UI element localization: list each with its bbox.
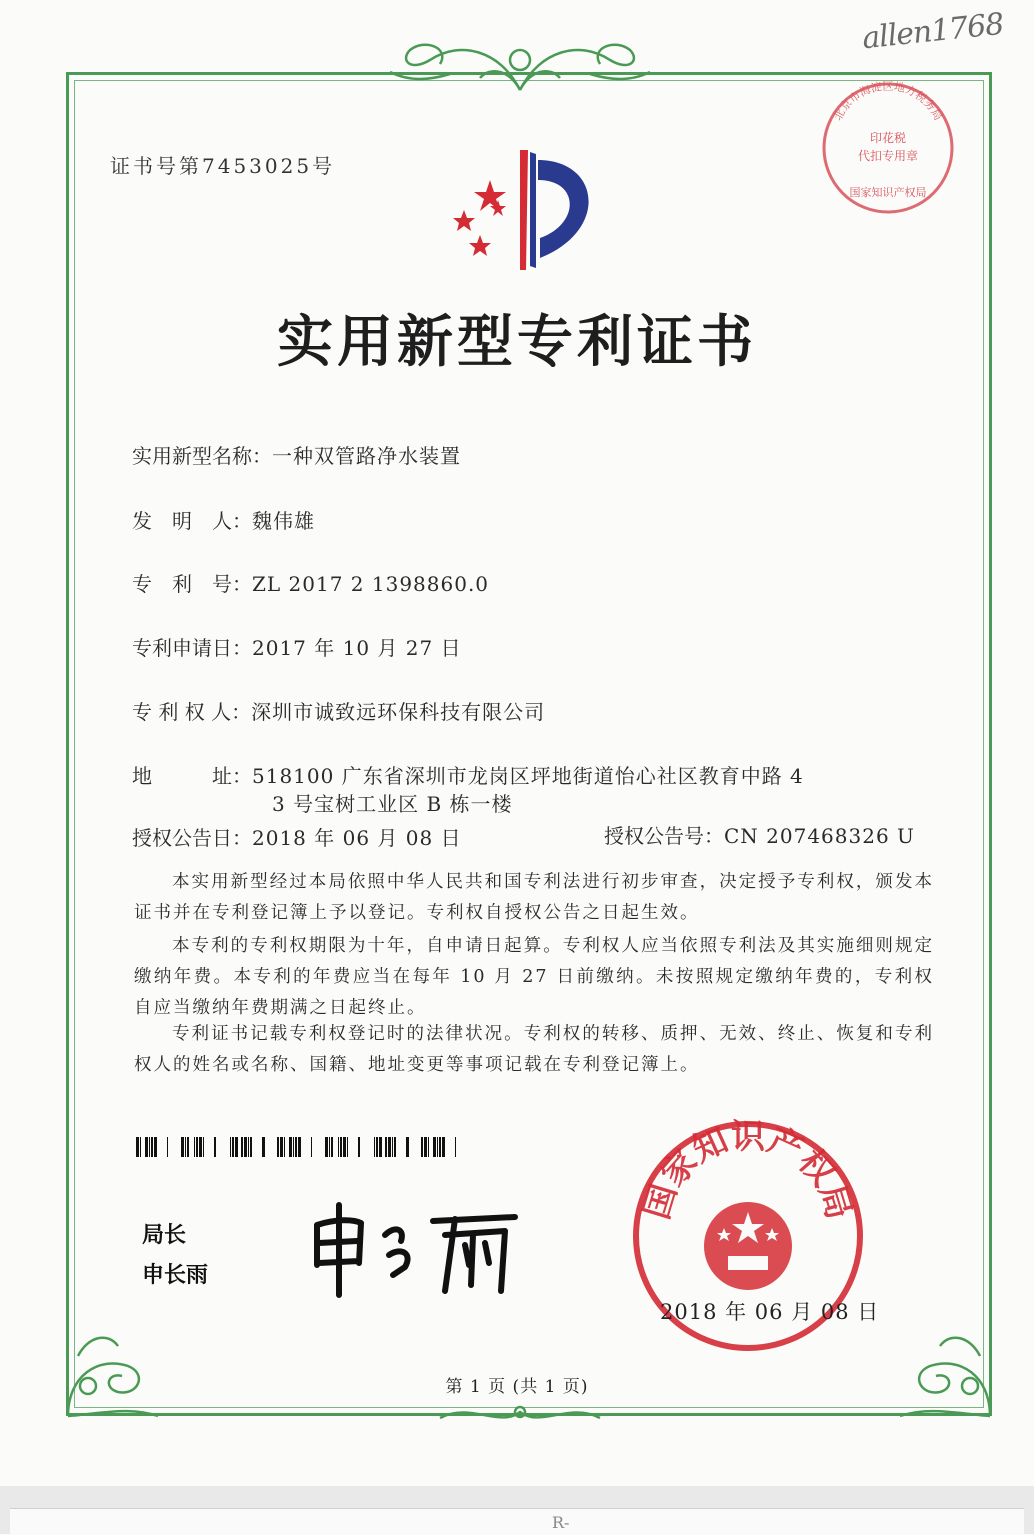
barcode-bar [232,1137,234,1157]
barcode-bar [235,1137,238,1157]
barcode-bar [244,1137,247,1157]
signatory-title: 局长 [142,1223,187,1248]
barcode-bar [248,1137,249,1157]
barcode-bar [394,1137,396,1157]
barcode-bar [428,1137,429,1157]
barcode-bar [145,1137,148,1157]
barcode-bar [343,1137,346,1157]
barcode-bar [311,1137,312,1157]
certificate-title: 实用新型专利证书 [277,310,757,375]
barcode-bar [358,1137,360,1157]
barcode-bar [149,1137,150,1157]
field-label: 专利申请日： [132,636,252,660]
barcode-bar [196,1137,198,1157]
field-label: 专 利 号： [132,572,252,596]
field-label: 地 址： [132,764,252,788]
barcode-bar [376,1137,378,1157]
field-value: 518100 广东省深圳市龙岗区坪地街道怡心社区教育中路 4 [252,764,804,788]
barcode-bar [331,1137,333,1157]
barcode-bar [421,1137,423,1157]
certificate-number: 证书号第7453025号 [110,154,336,178]
barcode-bar [437,1137,438,1157]
barcode-bar [439,1137,441,1157]
paragraph-legal-status: 专利证书记载专利权登记时的法律状况。专利权的转移、质押、无效、终止、恢复和专利权人的姓名或名称、国籍、地址变更等事项记载在专利登记簿上。 [134,1024,934,1075]
svg-text:国家知识产权局: 国家知识产权局 [849,186,927,199]
barcode-bar [187,1137,189,1157]
field-value: 一种双管路净水装置 [272,444,461,468]
field-value: 2017 年 10 月 27 日 [252,636,462,660]
barcode-bar [280,1137,283,1157]
field-value: 魏伟雄 [252,509,315,533]
svg-text:代扣专用章: 代扣专用章 [857,149,919,163]
barcode-bar [167,1137,168,1157]
barcode-bar [185,1137,186,1157]
field-label: 授权公告号： [604,824,724,848]
field-value: 2018 年 06 月 08 日 [252,826,462,850]
barcode-bar [338,1137,339,1157]
field-value: ZL 2017 2 1398860.0 [252,572,490,596]
handwritten-note: allen1768 [860,6,1005,57]
barcode-bar [289,1137,292,1157]
barcode-bar [154,1137,157,1157]
director-signature-icon [305,1195,545,1305]
corner-ornament-right-icon [870,1296,1000,1426]
paragraph-term: 本专利的专利权期限为十年，自申请日起算。专利权人应当依照专利法及其实施细则规定缴纳年费。本专利的年费应当在每年 10 月 27 日前缴纳。未按照规定缴纳年费的，专利权自应当缴纳年费期满之日起终止。 [134,936,934,1018]
barcode-bar [284,1137,285,1157]
field-address-line2 [272,788,513,817]
corner-ornament-left-icon [58,1296,188,1426]
barcode-bar [293,1137,294,1157]
barcode-bar [250,1137,252,1157]
barcode-bar [388,1137,391,1157]
field-patent-number [132,568,489,597]
barcode-bar [241,1137,243,1157]
field-grant-number [604,820,915,849]
barcode-bar [277,1137,279,1157]
field-patentee [132,696,545,725]
barcode-bar [181,1137,184,1157]
field-label: 授权公告日： [132,826,252,850]
field-label: 发 明 人： [132,509,252,533]
paragraph-grant: 本实用新型经过本局依照中华人民共和国专利法进行初步审查，决定授予专利权，颁发本证书并在专利登记簿上予以登记。专利权自授权公告之日起生效。 [134,872,934,923]
page-number: 第 1 页 (共 1 页) [445,1377,589,1397]
barcode-bar [340,1137,342,1157]
barcode-bar [262,1137,265,1157]
barcode-bar [406,1137,409,1157]
barcode-bar [295,1137,297,1157]
barcode-bar [140,1137,141,1157]
barcode-bar [230,1137,231,1157]
barcode-bar [442,1137,445,1157]
field-value: 3 号宝树工业区 B 栋一楼 [272,792,513,816]
svg-text:印花税: 印花税 [869,131,907,145]
next-page-fragment: R- [552,1513,570,1532]
barcode-bar [374,1137,375,1157]
field-value: CN 207468326 U [724,824,915,848]
field-value: 深圳市诚致远环保科技有限公司 [251,700,546,724]
field-filing-date [132,632,462,661]
barcode-bar [298,1137,301,1157]
barcode-bar [433,1137,436,1157]
barcode-bar [385,1137,387,1157]
barcode-bar [203,1137,204,1157]
top-ornament-icon [370,30,670,100]
bottom-ornament-icon [430,1398,610,1434]
signatory-name: 申长雨 [142,1263,209,1288]
field-address [132,760,804,789]
next-page-edge [10,1508,1024,1535]
barcode-bar [194,1137,195,1157]
barcode-bar [347,1137,348,1157]
barcode-bar [136,1137,139,1157]
patent-office-emblem-icon [440,140,610,280]
field-inventor [132,505,315,534]
barcode [136,1137,464,1157]
seal-date: 2018 年 06 月 08 日 [660,1300,880,1324]
svg-text:国家知识产权局: 国家知识产权局 [636,1117,860,1224]
barcode-bar [199,1137,202,1157]
stamp-tax-seal-icon [818,78,958,218]
svg-text:北京市海淀区地方税务局: 北京市海淀区地方税务局 [831,79,945,123]
barcode-bar [424,1137,427,1157]
barcode-bar [214,1137,216,1157]
field-utility-model-name [132,440,461,469]
barcode-bar [455,1137,456,1157]
field-label: 实用新型名称： [132,444,272,468]
barcode-bar [329,1137,330,1157]
barcode-bar [151,1137,153,1157]
barcode-bar [392,1137,393,1157]
field-label: 专 利 权 人： [132,700,252,724]
barcode-bar [379,1137,382,1157]
barcode-bar [325,1137,328,1157]
field-grant-date [132,822,462,851]
